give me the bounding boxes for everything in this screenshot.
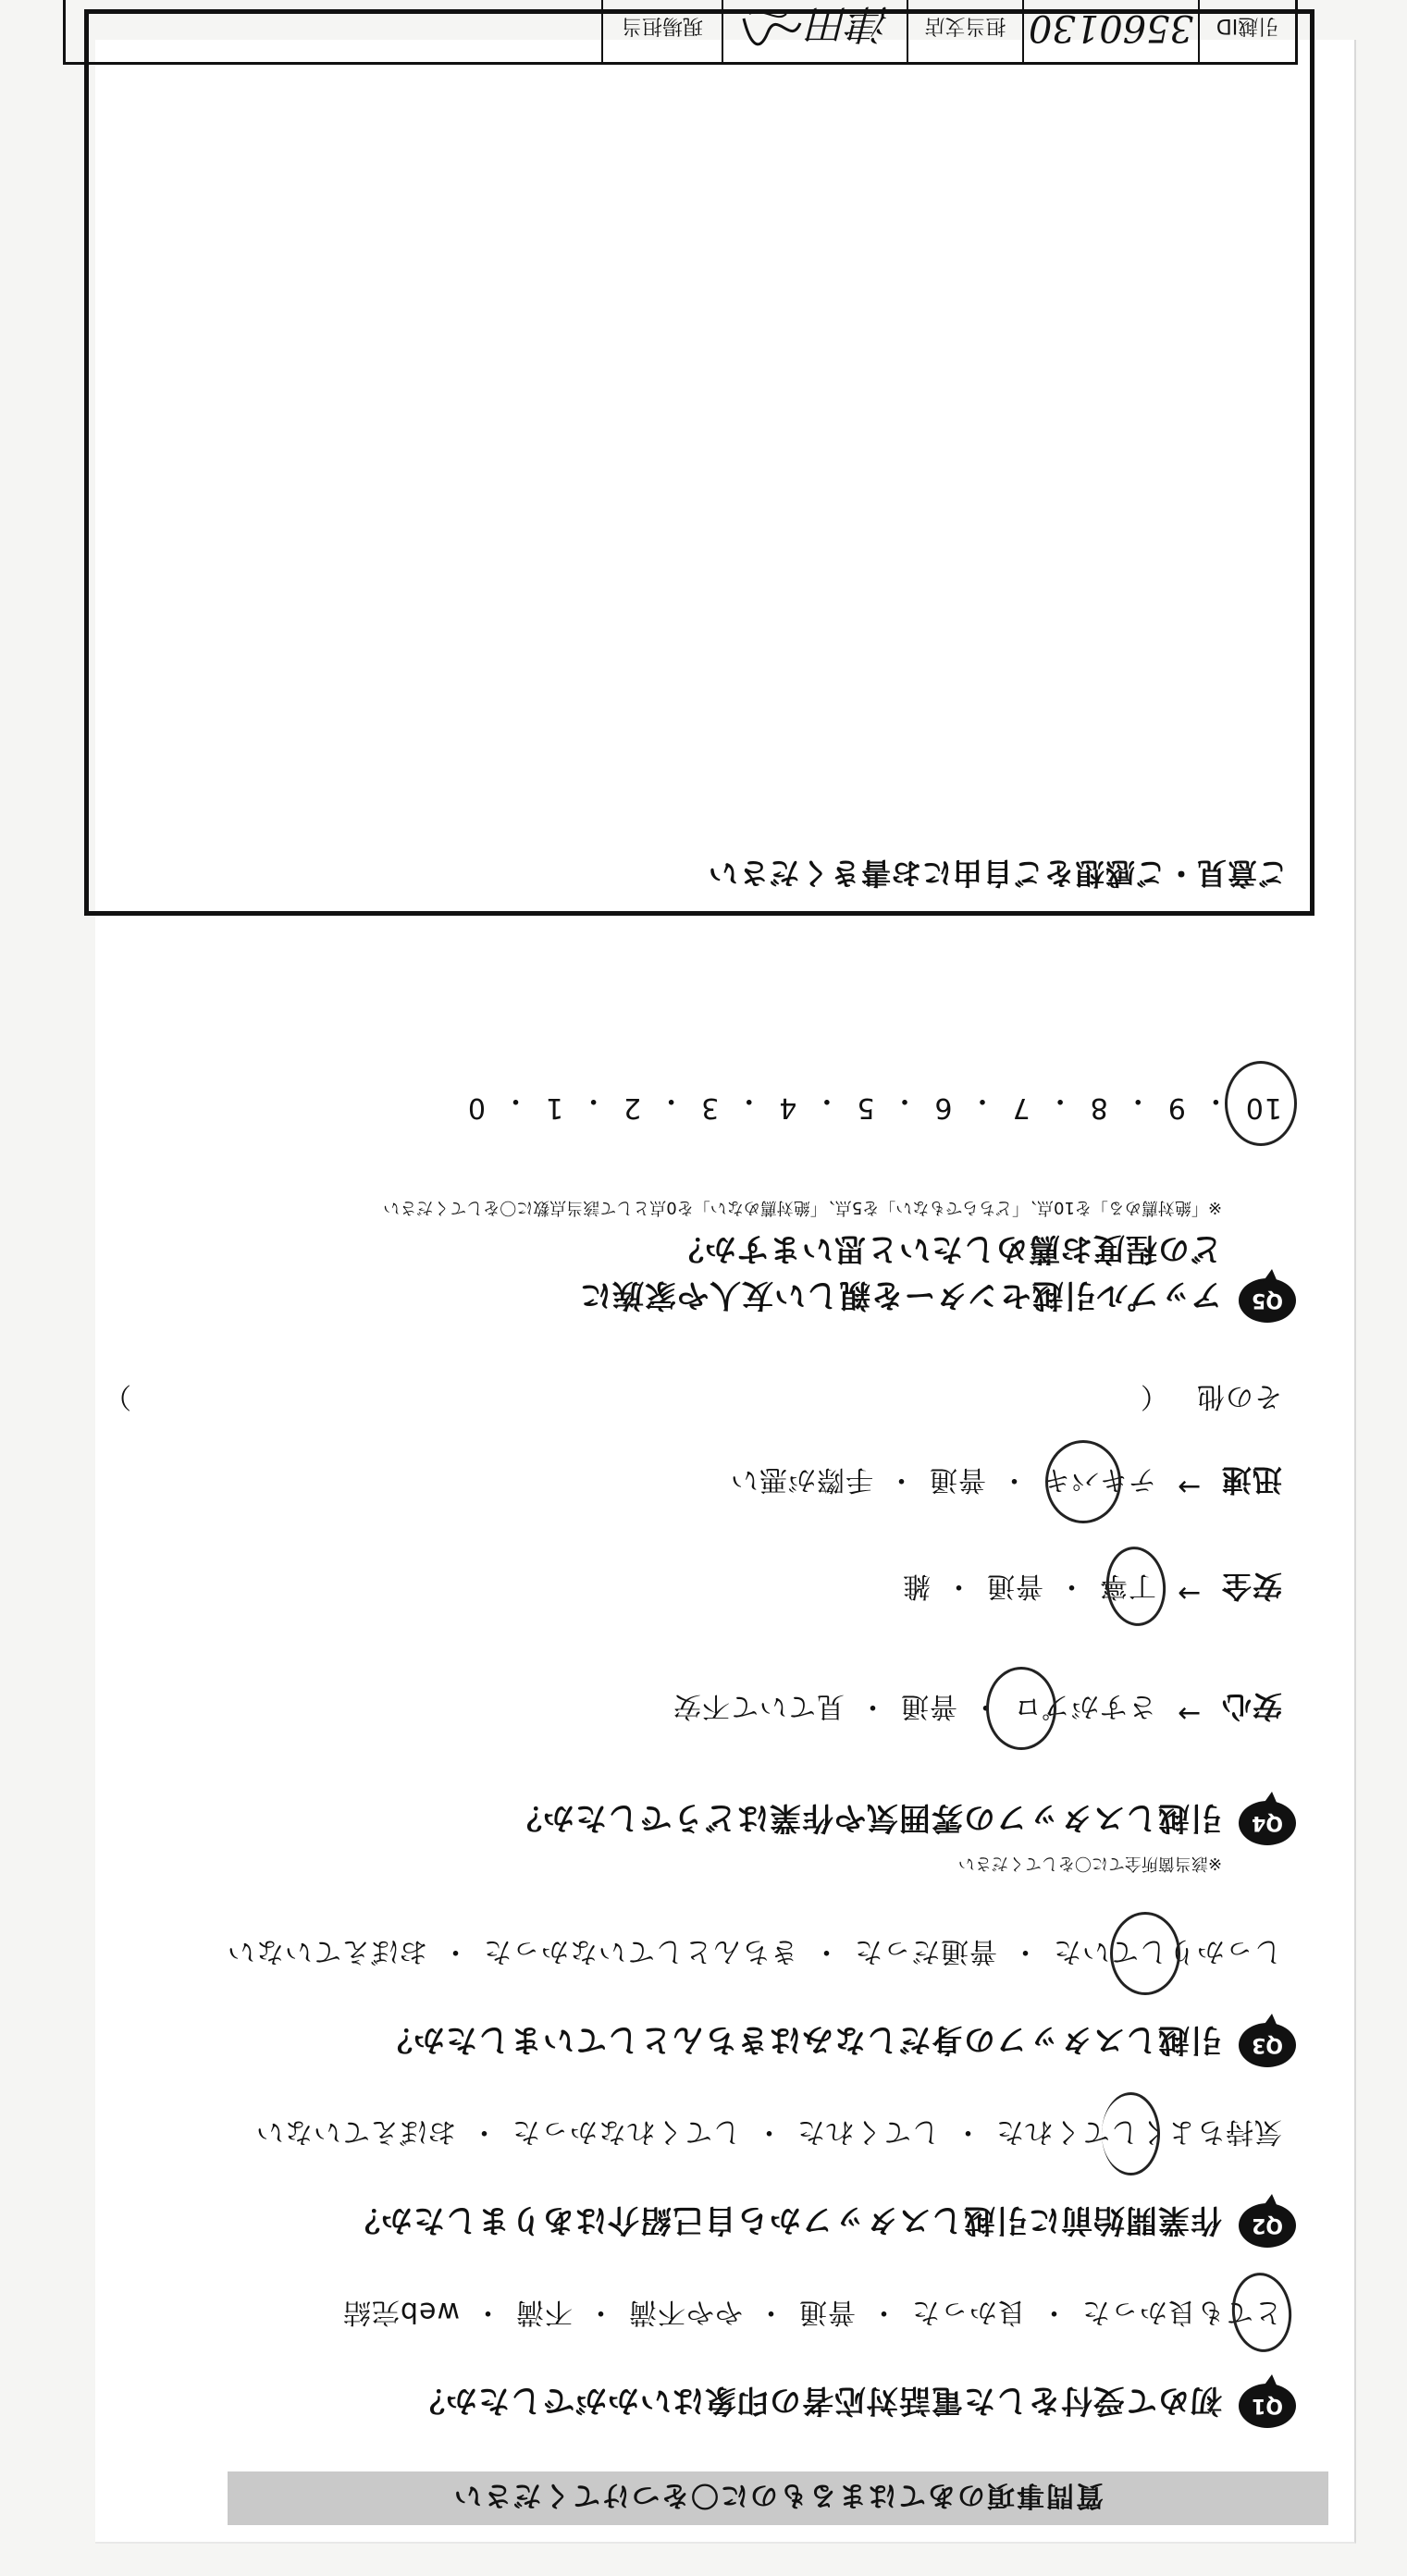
q3-option-3[interactable]: きちんとしていなかった — [483, 1935, 798, 1967]
q5-score-4[interactable]: 4 — [778, 1091, 797, 1124]
q2-selection-mark — [1102, 2092, 1160, 2175]
q2-text: 作業開始前に引越しスタッフから自己紹介はありましたか？ — [348, 2201, 1222, 2238]
q3-badge-icon: Q3 — [1239, 2023, 1296, 2067]
q5-score-10[interactable]: 10 — [1245, 1083, 1282, 1124]
q1-option-2[interactable]: 良かった — [911, 2296, 1026, 2328]
q2-option-1[interactable]: 気持ちよくしてくれた — [995, 2114, 1282, 2155]
branch-value[interactable]: 津田 — [722, 0, 907, 62]
q2-badge-icon: Q2 — [1239, 2203, 1296, 2248]
q4-other-label: その他 — [1196, 1380, 1282, 1412]
q1-option-3[interactable]: 普通 — [798, 2296, 856, 2328]
q4-row-2-option-3[interactable]: 雑 — [901, 1570, 931, 1602]
q5-scale: 10 ・ 9 ・ 8 ・ 7 ・ 6 ・ 5 ・ 4 ・ 3 ・ 2 ・ 1 ・ 0 — [467, 1083, 1282, 1124]
q4-row-3-mark — [1045, 1440, 1121, 1523]
q4-row-1-mark — [986, 1667, 1056, 1750]
q3-option-2[interactable]: 普通だった — [854, 1935, 997, 1967]
q5-badge-icon: Q5 — [1239, 1278, 1296, 1323]
q1-option-4[interactable]: やや不満 — [628, 2296, 743, 2328]
signature-scribble-icon — [740, 5, 805, 51]
comment-box[interactable] — [84, 9, 1314, 916]
q2-option-2[interactable]: してくれた — [796, 2115, 940, 2148]
q5-note: ※「絶対薦める」を10点、「どちらでもない」を5点、「絶対薦めない」を0点として該当点数に〇をしてください — [383, 1198, 1222, 1217]
q4-row-1-option-2[interactable]: 普通 — [899, 1690, 957, 1722]
q4-row-1: 安心 → さすがプロ ・ 普通 ・ 見ていて不安 — [673, 1687, 1282, 1730]
q4-row-3-option-2[interactable]: 普通 — [928, 1463, 986, 1496]
comment-label: ご意見・ご感想をご自由にお書きください — [707, 856, 1288, 891]
q3-text: 引越しスタッフの身だしなみはきちんとしていましたか？ — [380, 2021, 1222, 2058]
q4-badge-icon: Q4 — [1239, 1801, 1296, 1845]
q5-score-0[interactable]: 0 — [466, 1091, 486, 1124]
q4-other: その他 （ ） — [117, 1379, 1282, 1420]
leader-value[interactable] — [66, 0, 601, 62]
move-id-label: 引越ID — [1198, 0, 1295, 62]
q5-score-7[interactable]: 7 — [1011, 1091, 1031, 1124]
q4-row-2-option-1[interactable]: 丁寧 — [1099, 1567, 1156, 1609]
q3-option-4[interactable]: おぼえていない — [227, 1935, 427, 1967]
q1-option-6[interactable]: web完結 — [341, 2296, 460, 2328]
q5-score-9[interactable]: 9 — [1166, 1091, 1186, 1124]
q3-options: しっかりしていた ・ 普通だった ・ きちんとしていなかった ・ おぼえていない — [227, 1934, 1282, 1975]
q4-row-3: 迅速 → テキパキ ・ 普通 ・ 手際が悪い — [730, 1461, 1282, 1503]
q4-row-3-label: 迅速 — [1220, 1462, 1282, 1498]
q4-row-2-option-2[interactable]: 普通 — [985, 1570, 1043, 1602]
q5-score-1[interactable]: 1 — [544, 1091, 564, 1124]
q2-options: 気持ちよくしてくれた ・ してくれた ・ してくれなかった ・ おぼえていない — [255, 2114, 1282, 2155]
q4-row-3-option-1[interactable]: テキパキ — [1042, 1461, 1156, 1503]
instruction-text: 質問事項のあてはまるものに〇をつけてください — [452, 2479, 1104, 2511]
q1-badge-icon: Q1 — [1239, 2384, 1296, 2428]
q2-option-3[interactable]: してくれなかった — [512, 2115, 741, 2148]
q5-text-line1: アップル引越センターを親しい友人や家族に — [579, 1276, 1222, 1313]
q5-score-8[interactable]: 8 — [1089, 1091, 1108, 1124]
q1-option-5[interactable]: 不満 — [515, 2296, 573, 2328]
q5-text-line2: どの程度お薦めしたいと思いますか？ — [672, 1230, 1222, 1267]
q5-score-6[interactable]: 6 — [933, 1091, 953, 1124]
q4-row-1-option-1[interactable]: さすがプロ — [1013, 1687, 1156, 1730]
q3-selection-mark — [1110, 1912, 1180, 1995]
q5-score-2[interactable]: 2 — [623, 1091, 642, 1124]
q4-row-2: 安全 → 丁寧 ・ 普通 ・ 雑 — [901, 1569, 1282, 1609]
instruction-bar — [228, 2471, 1328, 2525]
q1-options: とても良かった ・ 良かった ・ 普通 ・ やや不満 ・ 不満 ・ web完結 — [342, 2295, 1282, 2336]
q5-score-3[interactable]: 3 — [700, 1091, 720, 1124]
move-id-value[interactable]: 3560130 — [1022, 0, 1198, 62]
q5-selection-mark — [1225, 1061, 1297, 1146]
q5-score-5[interactable]: 5 — [856, 1091, 875, 1124]
q2-option-4[interactable]: おぼえていない — [255, 2115, 456, 2148]
q4-text: 引越しスタッフの雰囲気や作業はどうでしたか？ — [510, 1799, 1222, 1836]
q1-text: 初めて受付をした電話対応者の印象はいかがでしたか？ — [413, 2382, 1222, 2419]
q3-option-1[interactable]: しっかりしていた — [1053, 1934, 1282, 1975]
leader-label: 現場担当 — [601, 0, 722, 62]
id-table — [63, 0, 1298, 65]
q4-note: ※該当箇所全てに〇をしてください — [957, 1854, 1222, 1873]
q4-row-1-label: 安心 — [1220, 1689, 1282, 1724]
q4-row-3-option-3[interactable]: 手際が悪い — [729, 1463, 873, 1496]
q1-option-1[interactable]: とても良かった — [1081, 2295, 1282, 2336]
branch-label: 担当支店 — [907, 0, 1022, 62]
q4-row-2-label: 安全 — [1220, 1569, 1282, 1604]
q4-row-1-option-3[interactable]: 見ていて不安 — [672, 1690, 845, 1722]
